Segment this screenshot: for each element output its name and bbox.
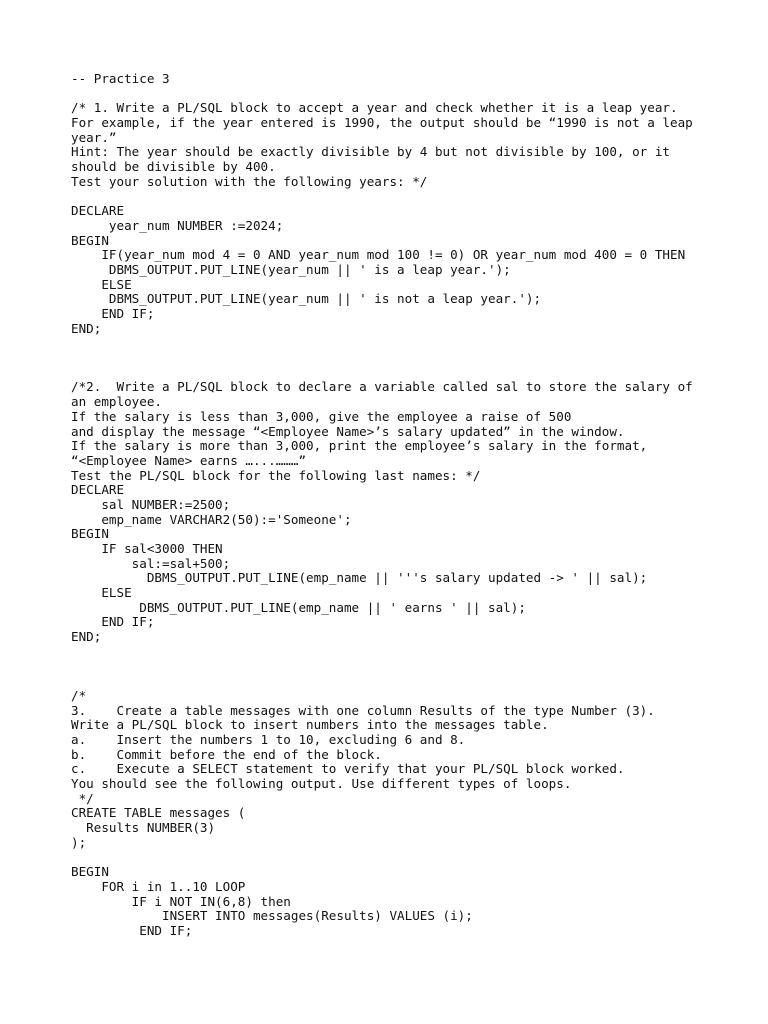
document-line — [71, 366, 711, 381]
document-line: a. Insert the numbers 1 to 10, excluding 6 and 8. — [71, 731, 466, 747]
document-line: CREATE TABLE messages ( — [71, 805, 246, 821]
document-line: Hint: The year should be exactly divisible by 4 but not divisible by 100, or it — [71, 144, 670, 160]
document-line: ELSE — [71, 585, 132, 601]
document-line: FOR i in 1..10 LOOP — [71, 878, 246, 894]
document-line: /* — [71, 687, 87, 703]
document-line: 3. Create a table messages with one column Results of the type Number (3). — [71, 702, 655, 718]
document-line: DBMS_OUTPUT.PUT_LINE(year_num || ' is a leap year.'); — [71, 261, 511, 277]
document-line: “<Employee Name> earns …...………” — [71, 452, 307, 468]
document-line: Test the PL/SQL block for the following last names: */ — [71, 467, 481, 483]
document-line: DBMS_OUTPUT.PUT_LINE(emp_name || '''s salary updated -> ' || sal); — [71, 570, 648, 586]
document-line: an employee. — [71, 394, 162, 410]
document-line: END; — [71, 320, 102, 336]
document-line: If the salary is less than 3,000, give the employee a raise of 500 — [71, 408, 572, 424]
document-line: INSERT INTO messages(Results) VALUES (i); — [71, 908, 473, 924]
document-line: If the salary is more than 3,000, print the employee’s salary in the format, — [71, 438, 648, 454]
document-line: IF(year_num mod 4 = 0 AND year_num mod 100 != 0) OR year_num mod 400 = 0 THEN — [71, 247, 686, 263]
document-line: c. Execute a SELECT statement to verify that your PL/SQL block worked. — [71, 761, 625, 777]
document-line: END IF; — [71, 306, 155, 321]
document-line: year_num NUMBER :=2024; — [71, 217, 284, 233]
document-line: IF i NOT IN(6,8) then — [71, 893, 291, 909]
document-line — [71, 87, 711, 102]
document-line: and display the message “<Employee Name>’s salary updated” in the window. — [71, 423, 625, 439]
document-line: DBMS_OUTPUT.PUT_LINE(emp_name || ' earns ' || sal); — [71, 599, 526, 615]
document-line: END IF; — [71, 922, 193, 938]
document-line — [71, 336, 711, 351]
document-line — [71, 190, 711, 205]
document-line — [71, 850, 711, 865]
document-line — [71, 674, 711, 689]
document-line: Results NUMBER(3) — [71, 820, 216, 836]
document-line: DECLARE — [71, 203, 125, 219]
document-line: */ — [71, 790, 94, 806]
document-line: END IF; — [71, 614, 155, 630]
document-line: Test your solution with the following years: */ — [71, 173, 428, 189]
document-line: sal:=sal+500; — [71, 555, 231, 571]
document-line — [71, 645, 711, 660]
document-line: IF sal<3000 THEN — [71, 541, 223, 556]
document-line — [71, 351, 711, 366]
document-line: /*2. Write a PL/SQL block to declare a variable called sal to store the salary of — [71, 379, 693, 395]
document-line: END; — [71, 629, 102, 645]
document-line: sal NUMBER:=2500; — [71, 496, 231, 512]
document-line: Write a PL/SQL block to insert numbers into the messages table. — [71, 717, 549, 733]
document-line: BEGIN — [71, 232, 109, 248]
document-line: b. Commit before the end of the block. — [71, 746, 382, 762]
document-line: For example, if the year entered is 1990, the output should be “1990 is not a leap — [71, 115, 693, 131]
document-line: DBMS_OUTPUT.PUT_LINE(year_num || ' is not a leap year.'); — [71, 291, 542, 307]
document-line: -- Practice 3 — [71, 71, 170, 86]
document-line: /* 1. Write a PL/SQL block to accept a year and check whether it is a leap year. — [71, 100, 678, 116]
document-body — [71, 72, 711, 939]
document-line — [71, 660, 711, 675]
document-line: BEGIN — [71, 526, 109, 542]
document-line: emp_name VARCHAR2(50):='Someone'; — [71, 511, 352, 527]
document-line: year.” — [71, 129, 117, 145]
document-line: should be divisible by 400. — [71, 159, 276, 175]
document-line: BEGIN — [71, 864, 109, 880]
document-line: You should see the following output. Use different types of loops. — [71, 776, 572, 791]
document-line: ELSE — [71, 276, 132, 292]
document-line: DECLARE — [71, 482, 125, 498]
document-line: ); — [71, 834, 87, 850]
